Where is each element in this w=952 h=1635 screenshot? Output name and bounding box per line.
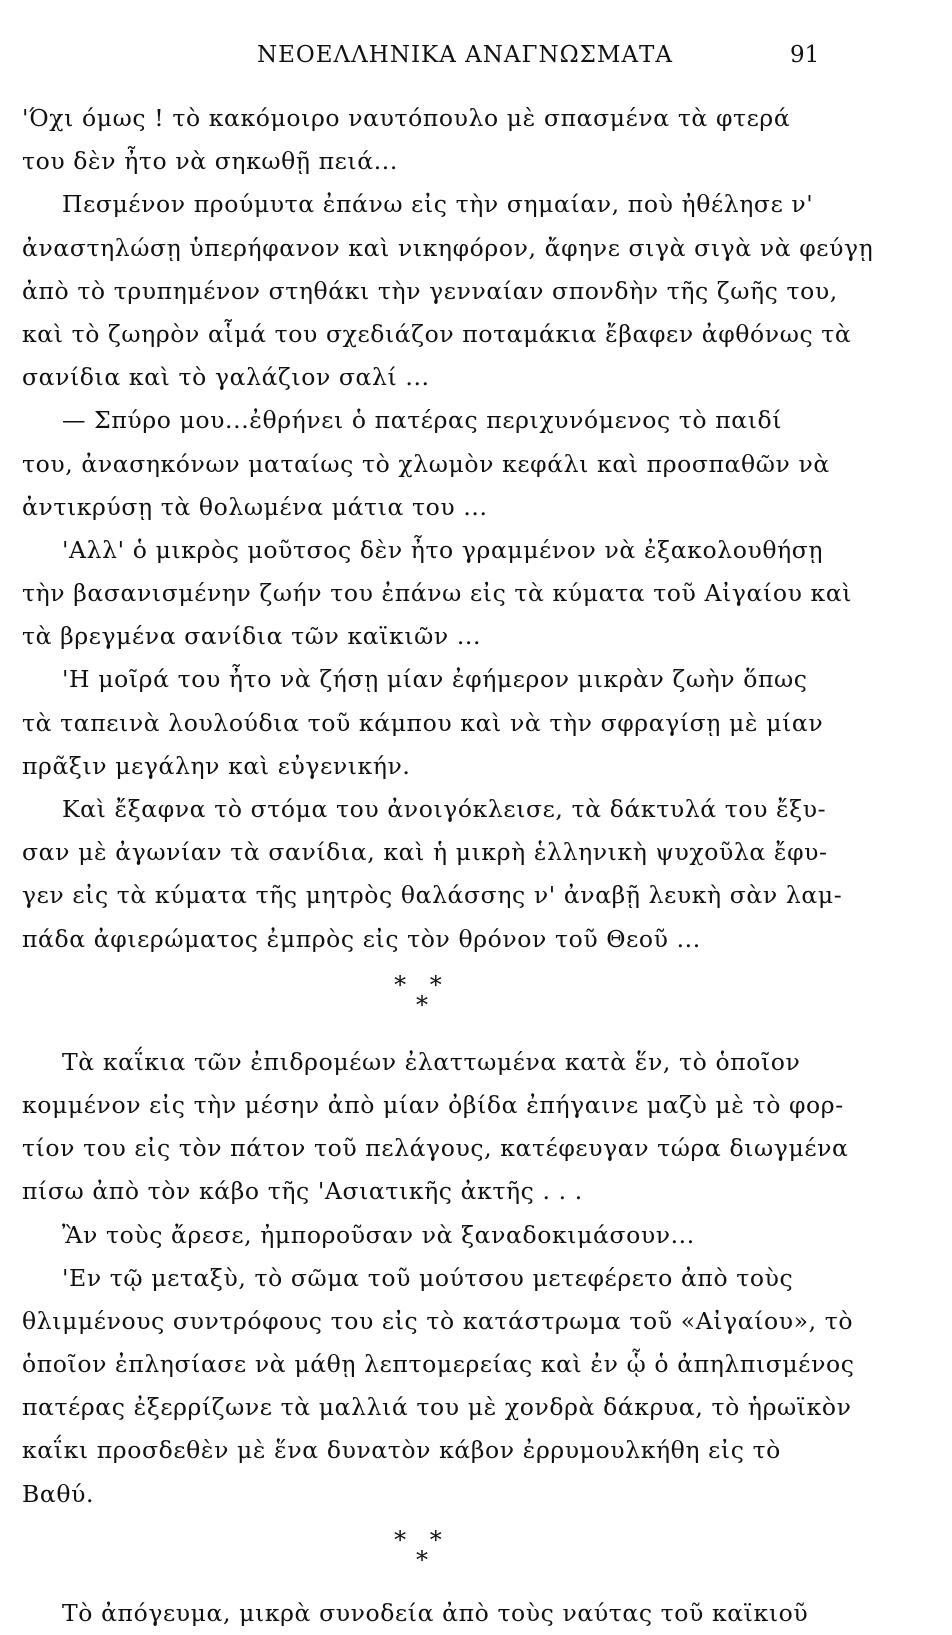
text-line: 'Όχι όμως ! τὸ κακόμοιρο ναυτόπουλο μὲ σπασμένα τὰ φτερά: [22, 104, 791, 132]
text-line: Ἂν τοὺς ἄρεσε, ἠμποροῦσαν νὰ ξαναδοκιμάσουν...: [62, 1220, 695, 1249]
section-break: [22, 1516, 822, 1576]
asterism: * * *: [394, 1525, 450, 1574]
text-line: — Σπύρο μου...ἐθρήνει ὁ πατέρας περιχυνόμενος τὸ παιδί: [62, 406, 783, 435]
text-line: 'Αλλ' ὁ μικρὸς μοῦτσος δὲν ἦτο γραμμένον νὰ ἐξακολουθήσῃ: [62, 535, 824, 564]
text-line: πρᾶξιν μεγάλην καὶ εὐγενικήν.: [22, 751, 411, 780]
text-line: πάδα ἀφιερώματος ἐμπρὸς εἰς τὸν θρόνον τοῦ Θεοῦ ...: [22, 924, 701, 953]
text-line: 'Η μοῖρά του ἦτο νὰ ζήσῃ μίαν ἐφήμερον μικρὰν ζωὴν ὅπως: [62, 665, 808, 694]
text-line: Βαθύ.: [22, 1479, 95, 1508]
text-line: γεν εἰς τὰ κύματα τῆς μητρὸς θαλάσσης ν' ἀναβῇ λευκὴ σὰν λαμ-: [22, 881, 843, 910]
text-line: ὁποῖον ἐπλησίασε νὰ μάθῃ λεπτομερείας καὶ ἐν ᾧ ὁ ἀπηλπισμένος: [22, 1350, 855, 1379]
text-line: του, ἀνασηκόνων ματαίως τὸ χλωμὸν κεφάλι καὶ προσπαθῶν νὰ: [22, 449, 830, 478]
text-line: κομμένον εἰς τὴν μέσην ἀπὸ μίαν ὀβίδα ἐπήγαινε μαζὺ μὲ τὸ φορ-: [22, 1090, 844, 1119]
text-line: ἀπὸ τὸ τρυπημένον στηθάκι τὴν γενναίαν σπονδὴν τῆς ζωῆς του,: [22, 276, 838, 305]
text-line: πίσω ἀπὸ τὸν κάβο τῆς 'Ασιατικῆς ἀκτῆς . . .: [22, 1177, 583, 1206]
text-line: τίον του εἰς τὸν πάτον τοῦ πελάγους, κατέφευγαν τώρα διωγμένα: [22, 1134, 849, 1163]
text-line: 'Εν τῷ μεταξὺ, τὸ σῶμα τοῦ μούτσου μετεφέρετο ἀπὸ τοὺς: [62, 1263, 794, 1292]
text-line: Καὶ ἔξαφνα τὸ στόμα του ἀνοιγόκλεισε, τὰ δάκτυλά του ἔξυ-: [62, 795, 827, 823]
text-line: ἀντικρύσῃ τὰ θολωμένα μάτια του ...: [22, 492, 488, 521]
text-line: Τὰ καΐκια τῶν ἐπιδρομέων ἐλαττωμένα κατὰ ἕν, τὸ ὁποῖον: [62, 1047, 801, 1076]
section-break: [22, 961, 822, 1021]
text-line: του δὲν ἦτο νὰ σηκωθῇ πειά...: [22, 147, 398, 176]
asterism: * * *: [394, 970, 450, 1019]
text-line: Πεσμένον προύμυτα ἐπάνω εἰς τὴν σημαίαν, ποὺ ἠθέλησε ν': [62, 190, 814, 219]
text-line: τὰ ταπεινὰ λουλούδια τοῦ κάμπου καὶ νὰ τὴν σφραγίσῃ μὲ μίαν: [22, 708, 824, 737]
page-number: 91: [790, 42, 820, 68]
text-line: τὴν βασανισμένην ζωήν του ἐπάνω εἰς τὰ κύματα τοῦ Αἰγαίου καὶ: [22, 579, 853, 608]
text-line: ἀναστηλώσῃ ὑπερήφανον καὶ νικηφόρον, ἄφηνε σιγὰ σιγὰ νὰ φεύγῃ: [22, 233, 874, 262]
text-line: πατέρας ἐξερρίζωνε τὰ μαλλιά του μὲ χονδρὰ δάκρυα, τὸ ἡρωϊκὸν: [22, 1393, 852, 1422]
text-line: καΐκι προσδεθὲν μὲ ἕνα δυνατὸν κάβον ἐρρυμουλκήθη εἰς τὸ: [22, 1436, 781, 1465]
text-line: σαν μὲ ἀγωνίαν τὰ σανίδια, καὶ ἡ μικρὴ ἑλληνικὴ ψυχοῦλα ἔφυ-: [22, 838, 828, 867]
text-line: σανίδια καὶ τὸ γαλάζιον σαλί ...: [22, 363, 430, 392]
text-line: Τὸ ἀπόγευμα, μικρὰ συνοδεία ἀπὸ τοὺς ναύτας τοῦ καϊκιοῦ: [62, 1598, 809, 1627]
text-line: τὰ βρεγμένα σανίδια τῶν καϊκιῶν ...: [22, 622, 482, 651]
body-text: [22, 97, 874, 1635]
text-line: θλιμμένους συντρόφους του εἰς τὸ κατάστρωμα τοῦ «Αἰγαίου», τὸ: [22, 1306, 854, 1335]
text-line: καὶ τὸ ζωηρὸν αἷμά του σχεδιάζον ποταμάκια ἔβαφεν ἀφθόνως τὰ: [22, 319, 852, 348]
running-head: ΝΕΟΕΛΛΗΝΙΚΑ ΑΝΑΓΝΩΣΜΑΤΑ: [256, 42, 674, 68]
